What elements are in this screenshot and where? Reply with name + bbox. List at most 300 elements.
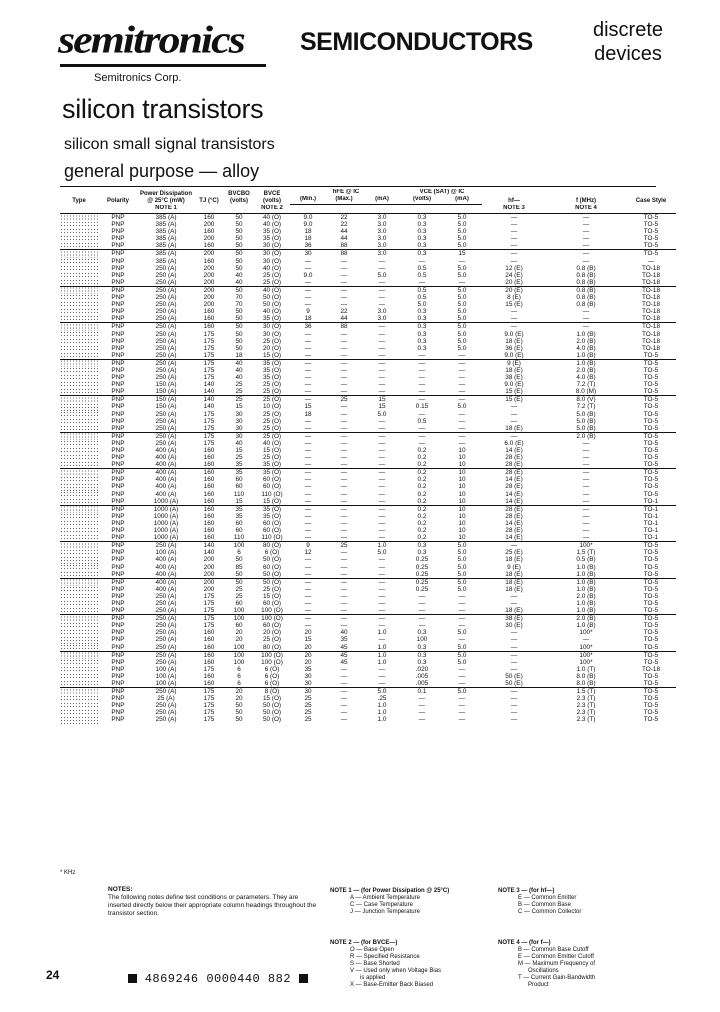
type-cell — [60, 651, 98, 659]
table-cell: PNP — [111, 344, 125, 352]
table-cell: 60 (O) — [262, 519, 282, 527]
table-row — [60, 367, 676, 374]
table-cell: 385 (A) — [155, 257, 177, 265]
type-cell — [60, 440, 98, 447]
table-cell: 160 — [203, 483, 215, 491]
note-3-item: E — Common Emitter — [518, 895, 577, 901]
table-cell: — — [362, 469, 402, 477]
type-cell — [60, 520, 98, 527]
table-cell: — — [340, 672, 348, 680]
table-cell: PNP — [98, 359, 138, 367]
table-cell: 30 — [224, 432, 254, 440]
table-cell: 0.2 — [417, 512, 427, 520]
table-cell: 1.0 (B) — [576, 351, 596, 359]
table-cell: — — [340, 665, 348, 673]
table-cell: 30 — [290, 250, 326, 258]
table-cell: 200 — [203, 278, 215, 286]
type-cell — [60, 702, 98, 709]
type-cell — [60, 549, 98, 556]
table-cell: — — [340, 702, 348, 710]
table-cell: 6 (O) — [264, 672, 280, 680]
table-cell: PNP — [111, 490, 125, 498]
table-cell: PNP — [111, 439, 125, 447]
table-cell: — — [340, 563, 348, 571]
table-cell: 14 (E) — [505, 476, 523, 484]
table-row — [60, 279, 676, 287]
table-cell: 100 (A) — [155, 680, 177, 687]
table-cell: — — [304, 294, 312, 302]
table-cell: 0.25 — [402, 578, 442, 586]
table-cell: 20 — [235, 629, 243, 637]
table-cell: 1000 (A) — [153, 512, 179, 520]
table-cell: 250 (A) — [155, 599, 177, 607]
table-cell: TO-5 — [643, 351, 659, 359]
table-cell: 40 (O) — [262, 214, 282, 221]
table-cell: 20 (O) — [262, 344, 282, 352]
table-cell: 2.0 (B) — [576, 592, 596, 600]
table-cell: 0.2 — [417, 519, 427, 527]
col-case: Case Style — [635, 197, 667, 204]
table-cell: 35 — [224, 469, 254, 477]
table-cell: 25 (E) — [505, 549, 523, 557]
table-cell: — — [582, 257, 590, 265]
table-cell: 9.0 — [303, 221, 313, 229]
type-cell — [60, 600, 98, 607]
table-cell: 15 (E) — [505, 388, 523, 396]
table-cell: 1000 (A) — [138, 505, 194, 513]
table-cell: 0.15 — [415, 403, 429, 411]
table-cell: — — [510, 592, 518, 600]
table-cell: — — [546, 323, 626, 331]
table-cell: 0.5 (B) — [576, 556, 596, 564]
table-cell: TO-5 — [643, 374, 659, 382]
table-cell: — — [304, 417, 312, 425]
table-cell: — — [418, 702, 426, 710]
table-cell: TO-5 — [643, 636, 659, 644]
table-cell: — — [378, 344, 386, 352]
table-cell: 88 — [326, 250, 362, 258]
table-cell: PNP — [111, 570, 125, 578]
table-row — [60, 411, 676, 418]
table-cell: — — [510, 242, 518, 250]
table-cell: — — [340, 417, 348, 425]
table-cell: — — [304, 592, 312, 600]
table-cell: — — [290, 469, 326, 477]
table-cell: 70 — [235, 294, 243, 302]
table-cell: — — [304, 454, 312, 462]
table-cell: 250 (A) — [155, 344, 177, 352]
table-cell: — — [510, 709, 518, 717]
table-cell: 250 (A) — [155, 374, 177, 382]
table-cell: 14 (E) — [505, 519, 523, 527]
table-cell: 175 — [203, 665, 215, 673]
table-cell: 0.8 (B) — [576, 294, 596, 302]
table-row — [60, 323, 676, 331]
table-cell: PNP — [111, 534, 125, 542]
table-cell: 15 (O) — [262, 447, 282, 454]
table-cell: 250 (A) — [138, 432, 194, 440]
table-cell: — — [362, 432, 402, 440]
table-cell: 160 — [203, 242, 215, 250]
type-cell — [60, 352, 98, 360]
table-cell: 35 (O) — [262, 235, 282, 243]
table-cell: 25 (O) — [262, 337, 282, 345]
table-cell: 30 — [304, 680, 312, 687]
table-cell: 200 — [203, 235, 215, 243]
table-cell: 40 (O) — [262, 221, 282, 229]
table-row — [60, 294, 676, 301]
table-cell: 175 — [203, 417, 215, 425]
table-cell: 100* — [579, 658, 593, 666]
table-cell: 160 — [203, 454, 215, 462]
table-cell: PNP — [98, 688, 138, 696]
table-cell: — — [418, 622, 426, 630]
table-cell: 5.0 — [442, 651, 482, 659]
table-cell: 250 (A) — [155, 351, 177, 359]
table-cell: 25 — [235, 454, 243, 462]
table-cell: 30 — [235, 417, 243, 425]
table-cell: — — [340, 388, 348, 396]
table-cell: TO-1 — [643, 534, 659, 542]
table-cell: 5.0 — [457, 585, 467, 593]
table-cell: — — [458, 278, 466, 286]
table-cell: .005 — [415, 672, 429, 680]
table-cell: — — [326, 469, 362, 477]
table-cell: TO-18 — [642, 337, 660, 345]
note-4-item: Oscillations — [528, 968, 559, 974]
devices-word: devices — [594, 43, 662, 65]
table-cell: — — [418, 366, 426, 374]
table-cell: PNP — [111, 271, 125, 279]
table-cell: 385 (A) — [155, 235, 177, 243]
table-cell: — — [340, 695, 348, 703]
table-cell: 200 — [203, 556, 215, 564]
table-cell: 100 (A) — [155, 549, 177, 557]
table-cell: 200 — [203, 301, 215, 309]
table-cell: — — [340, 461, 348, 469]
table-cell: 1.5 (T) — [546, 688, 626, 696]
table-cell: 20 — [235, 636, 243, 644]
table-cell: 38 (E) — [482, 615, 546, 623]
table-cell: 25 (O) — [262, 278, 282, 286]
table-cell: 8 (E) — [507, 294, 521, 302]
table-cell: 15 (E) — [482, 396, 546, 404]
type-cell — [60, 709, 98, 716]
table-cell: PNP — [111, 330, 125, 338]
table-cell: — — [647, 257, 655, 265]
table-cell: TO-18 — [642, 278, 660, 286]
table-cell: PNP — [111, 381, 125, 389]
table-cell: — — [290, 396, 326, 404]
table-cell: — — [340, 278, 348, 286]
table-cell: 18 (E) — [505, 366, 523, 374]
table-cell: TO-5 — [643, 476, 659, 484]
table-cell: TO-1 — [626, 505, 676, 513]
table-cell: 40 — [340, 629, 348, 637]
table-cell: 15 — [378, 403, 386, 411]
table-cell: — — [582, 527, 590, 535]
type-cell — [60, 505, 98, 513]
table-row — [60, 476, 676, 483]
table-cell: 0.3 — [417, 337, 427, 345]
table-cell: 400 (A) — [138, 578, 194, 586]
table-cell: TO-5 — [643, 585, 659, 593]
table-cell: 20 — [304, 643, 312, 651]
type-cell — [60, 513, 98, 520]
table-cell: — — [546, 505, 626, 513]
table-cell: — — [418, 592, 426, 600]
notes-text: The following notes define test conditions or parameters. They are inserted directly below their appropriate column headings throughout the transistor section. — [108, 894, 317, 917]
table-cell: TO-5 — [643, 672, 659, 680]
type-cell — [60, 265, 98, 272]
table-cell: 5.0 — [442, 323, 482, 331]
table-row — [60, 359, 676, 367]
table-cell: 9.0 (E) — [504, 381, 524, 389]
table-cell: — — [458, 592, 466, 600]
table-cell: TO-5 — [643, 388, 659, 396]
table-cell: TO-5 — [643, 556, 659, 564]
table-cell: 50 — [235, 264, 243, 272]
note-1-item: J — Junction Temperature — [350, 909, 420, 915]
table-cell: 110 (O) — [261, 534, 283, 542]
table-cell: — — [482, 651, 546, 659]
table-cell: 2.0 (B) — [576, 337, 596, 345]
table-cell: 60 — [235, 527, 243, 535]
table-cell: 400 (A) — [155, 556, 177, 564]
table-cell: TO-5 — [643, 366, 659, 374]
col-vce-ma: (mA) — [442, 196, 482, 205]
table-cell: 0.3 — [417, 228, 427, 236]
table-cell: PNP — [111, 695, 125, 703]
table-cell: — — [458, 366, 466, 374]
table-cell: 0.3 — [417, 315, 427, 323]
table-cell: — — [340, 337, 348, 345]
col-bvce: BVCE (volts) — [263, 190, 281, 204]
table-cell: 50 — [235, 716, 243, 724]
table-cell: PNP — [111, 636, 125, 644]
section-subtitle: silicon small signal transistors — [64, 136, 275, 153]
table-row — [60, 600, 676, 607]
table-cell: — — [378, 592, 386, 600]
table-cell: — — [340, 549, 348, 557]
table-cell: — — [378, 512, 386, 520]
table-cell: — — [362, 505, 402, 513]
table-cell: — — [510, 221, 518, 229]
table-cell: 140 — [194, 396, 224, 404]
table-cell: TO-18 — [642, 271, 660, 279]
table-row — [60, 709, 676, 716]
table-cell: 25 (O) — [262, 271, 282, 279]
table-cell: — — [378, 366, 386, 374]
table-row — [60, 622, 676, 629]
table-cell: 15 — [304, 403, 312, 411]
table-cell: 0.5 — [417, 417, 427, 425]
table-cell: 5.0 — [377, 549, 387, 557]
table-cell: — — [304, 374, 312, 382]
type-cell — [60, 491, 98, 498]
note-4-item: E — Common Emitter Cutoff — [518, 954, 594, 960]
table-cell: 0.1 — [402, 688, 442, 696]
table-cell: 0.3 — [402, 651, 442, 659]
type-cell — [60, 615, 98, 623]
table-cell: 10 — [458, 476, 466, 484]
table-cell: — — [290, 505, 326, 513]
table-cell: 400 (A) — [155, 570, 177, 578]
table-row — [60, 578, 676, 586]
table-cell: 10 — [442, 505, 482, 513]
table-cell: — — [510, 702, 518, 710]
table-row — [60, 607, 676, 615]
type-cell — [60, 286, 98, 294]
table-cell: 9.0 (E) — [504, 330, 524, 338]
table-cell: — — [340, 454, 348, 462]
table-cell: — — [510, 308, 518, 316]
table-cell: 20 — [235, 695, 243, 703]
table-cell: — — [340, 264, 348, 272]
table-cell: — — [378, 374, 386, 382]
table-cell: 0.2 — [417, 476, 427, 484]
table-cell: — — [290, 359, 326, 367]
table-cell: 50 (O) — [262, 301, 282, 309]
table-cell: — — [340, 366, 348, 374]
table-cell: 10 — [458, 527, 466, 535]
table-cell: 50 — [235, 257, 243, 265]
type-cell — [60, 294, 98, 301]
table-cell: — — [340, 490, 348, 498]
table-cell: — — [378, 527, 386, 535]
table-cell: — — [290, 286, 326, 294]
table-row — [60, 651, 676, 659]
table-cell: 50 — [224, 250, 254, 258]
table-cell: 60 — [235, 599, 243, 607]
table-cell: PNP — [111, 607, 125, 615]
table-cell: 10 — [458, 461, 466, 469]
table-cell: TO-18 — [626, 323, 676, 331]
table-cell: 18 (E) — [505, 607, 523, 615]
table-cell: 14 (E) — [505, 497, 523, 505]
table-cell: 50 — [235, 709, 243, 717]
table-cell: 60 (O) — [262, 622, 282, 630]
table-cell: — — [482, 250, 546, 258]
table-cell: — — [582, 235, 590, 243]
table-cell: 5.0 — [457, 242, 467, 250]
table-cell: — — [378, 622, 386, 630]
table-cell: 400 (A) — [155, 490, 177, 498]
table-cell: 5.0 — [457, 235, 467, 243]
table-cell: TO-5 — [643, 549, 659, 557]
table-cell: 10 — [458, 512, 466, 520]
table-cell: 5.0 (B) — [576, 410, 596, 418]
type-cell — [60, 301, 98, 308]
table-cell: 35 (O) — [262, 374, 282, 382]
type-cell — [60, 425, 98, 433]
table-cell: 160 — [203, 257, 215, 265]
table-cell: 100 — [233, 643, 245, 651]
table-cell: — — [304, 497, 312, 505]
type-cell — [60, 461, 98, 469]
table-cell: 25 (O) — [262, 417, 282, 425]
table-cell: 36 (E) — [505, 344, 523, 352]
table-cell: TO-5 — [643, 490, 659, 498]
col-vce: VCE (SAT) @ IC — [419, 189, 465, 195]
table-cell: 45 — [340, 643, 348, 651]
table-cell: TO-1 — [643, 512, 659, 520]
table-cell: 175 — [203, 599, 215, 607]
type-cell — [60, 367, 98, 374]
table-cell: 18 (E) — [505, 337, 523, 345]
table-cell: 3.0 — [377, 235, 387, 243]
table-cell: 20 — [304, 629, 312, 637]
table-cell: — — [378, 301, 386, 309]
table-row — [60, 265, 676, 272]
type-cell — [60, 403, 98, 410]
table-cell: — — [458, 599, 466, 607]
table-cell: 175 — [203, 374, 215, 382]
table-row — [60, 498, 676, 506]
table-cell: PNP — [111, 264, 125, 272]
note-3-item: B — Common Base — [518, 902, 572, 908]
table-cell: — — [378, 607, 386, 615]
table-cell: PNP — [111, 366, 125, 374]
table-cell: — — [326, 432, 362, 440]
table-cell: 2.0 (B) — [576, 366, 596, 374]
table-cell: 30 — [304, 672, 312, 680]
table-cell: 15 — [362, 396, 402, 404]
table-cell: — — [442, 432, 482, 440]
table-cell: 5.0 — [362, 688, 402, 696]
table-cell: 18 (E) — [505, 585, 523, 593]
table-cell: 25 — [304, 716, 312, 724]
table-cell: TO-5 — [643, 417, 659, 425]
table-cell: 5.0 — [457, 643, 467, 651]
table-cell: — — [340, 592, 348, 600]
table-cell: 40 (O) — [254, 286, 290, 294]
table-cell: 2.3 (T) — [576, 695, 596, 703]
table-cell: 175 — [203, 439, 215, 447]
table-cell: TO-18 — [642, 301, 660, 309]
table-cell: 40 — [235, 374, 243, 382]
table-cell: — — [582, 447, 590, 454]
table-cell: 250 (A) — [155, 271, 177, 279]
table-cell: PNP — [111, 665, 125, 673]
table-cell: 15 (O) — [262, 695, 282, 703]
table-cell: 0.3 — [417, 235, 427, 243]
table-cell: — — [304, 424, 312, 432]
type-cell — [60, 381, 98, 388]
table-cell: 250 (A) — [155, 716, 177, 724]
type-cell — [60, 680, 98, 688]
table-cell: 35 — [224, 505, 254, 513]
table-cell: — — [510, 599, 518, 607]
table-cell: PNP — [111, 351, 125, 359]
table-cell: — — [378, 264, 386, 272]
table-cell: 0.3 — [417, 308, 427, 316]
table-cell: 40 — [235, 439, 243, 447]
table-cell: — — [510, 716, 518, 724]
table-cell: 175 — [194, 432, 224, 440]
table-cell: — — [340, 716, 348, 724]
table-cell: 0.3 — [417, 643, 427, 651]
table-cell: 160 — [203, 315, 215, 323]
table-cell: — — [442, 615, 482, 623]
table-cell: 25 (O) — [262, 454, 282, 462]
table-cell: — — [482, 688, 546, 696]
table-cell: 9.0 (E) — [504, 351, 524, 359]
table-cell: 50 (O) — [262, 294, 282, 302]
table-cell: 1.0 (B) — [546, 578, 626, 586]
table-row — [60, 425, 676, 433]
note-3-item: C — Common Collector — [518, 909, 582, 915]
